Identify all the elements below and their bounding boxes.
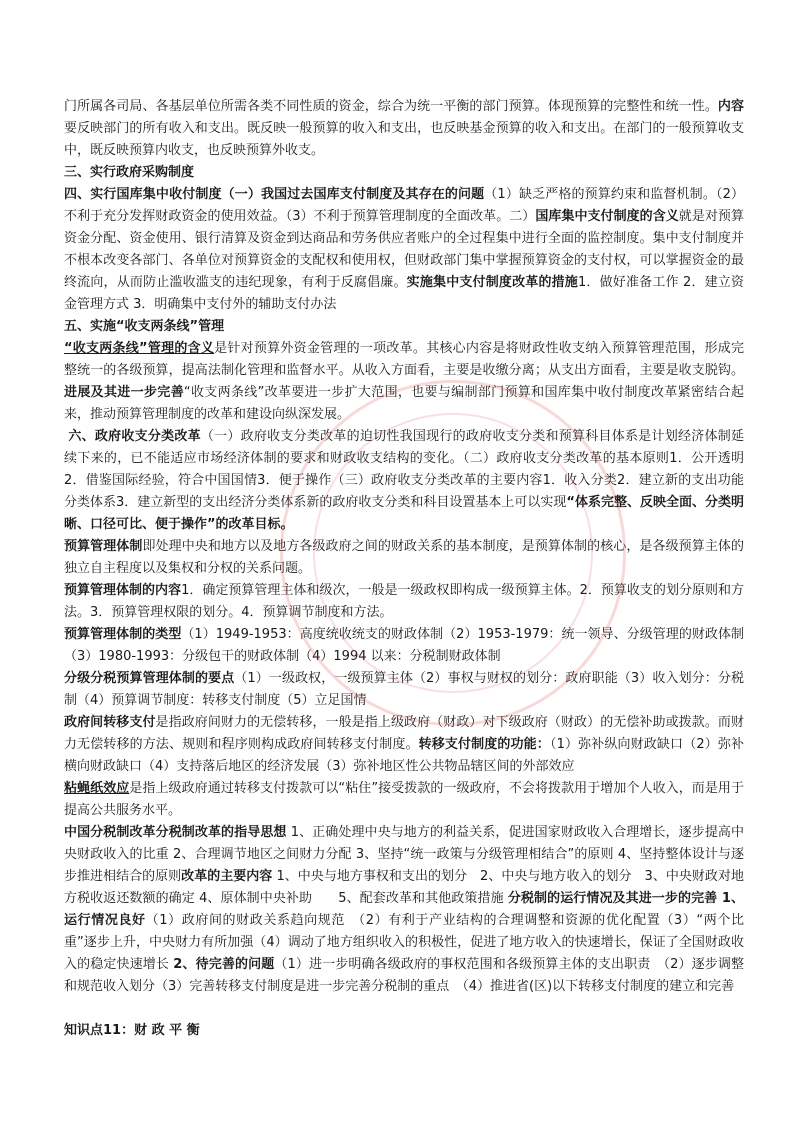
paragraph-treasury-payment: 四、实行国库集中收付制度（一）我国过去国库支付制度及其存在的问题（1）缺乏严格的预算约束和监督机制。（2）不利于充分发挥财政资金的使用效益。（3）不利于预算管理制度的全面改革。二）国库集中支付制度的含义就是对预算资金分配、资金使用、银行清算及资金到达商品和劳务供应者账户的全过程集中进行全面的监控制度。集中支付制度并不根本改变各部门、各单位对预算资金的支配权和使用权，但财政部门集中掌握预算资金的支付权，可以掌握资金的最终流向，从而防止滥收滥支的违纪现象，有利于反腐倡廉。实施集中支付制度改革的措施1．做好准备工作 2．建立资金管理方式 3．明确集中支付外的辅助支付办法 (64, 187, 744, 312)
paragraph-department-budget: 门所属各司局、各基层单位所需各类不同性质的资金，综合为统一平衡的部门预算。体现预算的完整性和统一性。内容 要反映部门的所有收入和支出。既反映一般预算的收入和支出，也反映基金预算的收入和支出。在部门的一般预算收支中，既反映预算内收支，也反映预算外收支。 (64, 99, 744, 158)
heading-two-lines: 五、实施“收支两条线”管理 (64, 319, 225, 334)
paragraph-tax-sharing-points: 分级分税预算管理体制的要点（1）一级政权，一级预算主体（2）事权与财权的划分：政府职能（3）收入划分：分税制（4）预算调节制度：转移支付制度（5）立足国情 (64, 671, 744, 708)
heading-government-procurement: 三、实行政府采购制度 (64, 165, 195, 180)
label-content: 内容 (717, 99, 744, 114)
paragraph-classification-reform: 六、政府收支分类改革（一）政府收支分类改革的迫切性我国现行的政府收支分类和预算科目体系是计划经济体制延续下来的，已不能适应市场经济体制的要求和财政收支结构的变化。（二）政府收支分类改革的基本原则1．公开透明2．借鉴国际经验，符合中国国情3．便于操作（三）政府收支分类改革的主要内容1．收入分类2．建立新的支出功能分类体系3．建立新型的支出经济分类体系新的政府收支分类和科目设置基本上可以实现“体系完整、反映全面、分类明晰、口径可比、便于操作”的改革目标。 (64, 429, 744, 532)
paragraph-budget-system-content: 预算管理体制的内容1．确定预算管理主体和级次，一般是一级政权即构成一级预算主体。2．预算收支的划分原则和方法。3．预算管理权限的划分。4．预算调节制度和方法。 (64, 583, 744, 620)
paragraph-budget-system: 预算管理体制即处理中央和地方以及地方各级政府之间的财政关系的基本制度，是预算体制的核心，是各级预算主体的独立自主程度以及集权和分权的关系问题。 (64, 539, 744, 576)
paragraph-transfer-payment: 政府间转移支付是指政府间财力的无偿转移，一般是指上级政府（财政）对下级政府（财政）的无偿补助或拨款。而财力无偿转移的方法、规则和程序则构成政府间转移支付制度。转移支付制度的功能：（1）弥补纵向财政缺口（2）弥补横向财政缺口（4）支持落后地区的经济发展（3）弥补地区性公共物品辖区间的外部效应 (64, 715, 744, 774)
paragraph-budget-system-types: 预算管理体制的类型（1）1949-1953：高度统收统支的财政体制（2）1953-1979：统一领导、分级管理的财政体制（3）1980-1993：分级包干的财政体制（4）1994 以来：分税制财政体制 (64, 627, 744, 664)
paragraph-two-lines: “收支两条线”管理的含义是针对预算外资金管理的一项改革。其核心内容是将财政性收支纳入预算管理范围，形成完整统一的各级预算，提高法制化管理和监督水平。从收入方面看，主要是收缴分离；从支出方面看，主要是收支脱钩。进展及其进一步完善“收支两条线”改革要进一步扩大范围，也要与编制部门预算和国库集中收付制度改革紧密结合起来，推动预算管理制度的改革和建设向纵深发展。 (64, 341, 744, 422)
paragraph-flypaper-effect: 粘蝇纸效应是指上级政府通过转移支付拨款可以“粘住”接受拨款的一级政府，不会将拨款用于增加个人收入，而是用于提高公共服务水平。 (64, 781, 744, 818)
paragraph-tax-sharing-reform: 中国分税制改革分税制改革的指导思想 1、正确处理中央与地方的利益关系，促进国家财政收入合理增长，逐步提高中央财政收入的比重 2、合理调节地区之间财力分配 3、坚持“统一政策与分级管理相结合”的原则 4、坚持整体设计与逐步推进相结合的原则改革的主要内容 1、中央与地方事权和支出的划分 2、中央与地方收入的划分 3、中央财政对地方税收返还数额的确定 4、原体制中央补助 5、配套改革和其他政策措施 分税制的运行情况及其进一步的完善 1、运行情况良好（1）政府间的财政关系趋向规范 （2）有利于产业结构的合理调整和资源的优化配置（3）“两个比重”逐步上升，中央财力有所加强（4）调动了地方组织收入的积极性，促进了地方收入的快速增长，保证了全国财政收入的稳定快速增长 2、待完善的问题（1）进一步明确各级政府的事权范围和各级预算主体的支出职责 （2）逐步调整和规范收入划分（3）完善转移支付制度是进一步完善分税制的重点 （4）推进省(区)以下转移支付制度的建立和完善 (64, 825, 745, 994)
heading-knowledge-point-11: 知识点11：财 政 平 衡 (64, 1023, 200, 1038)
document-body (64, 96, 744, 1042)
